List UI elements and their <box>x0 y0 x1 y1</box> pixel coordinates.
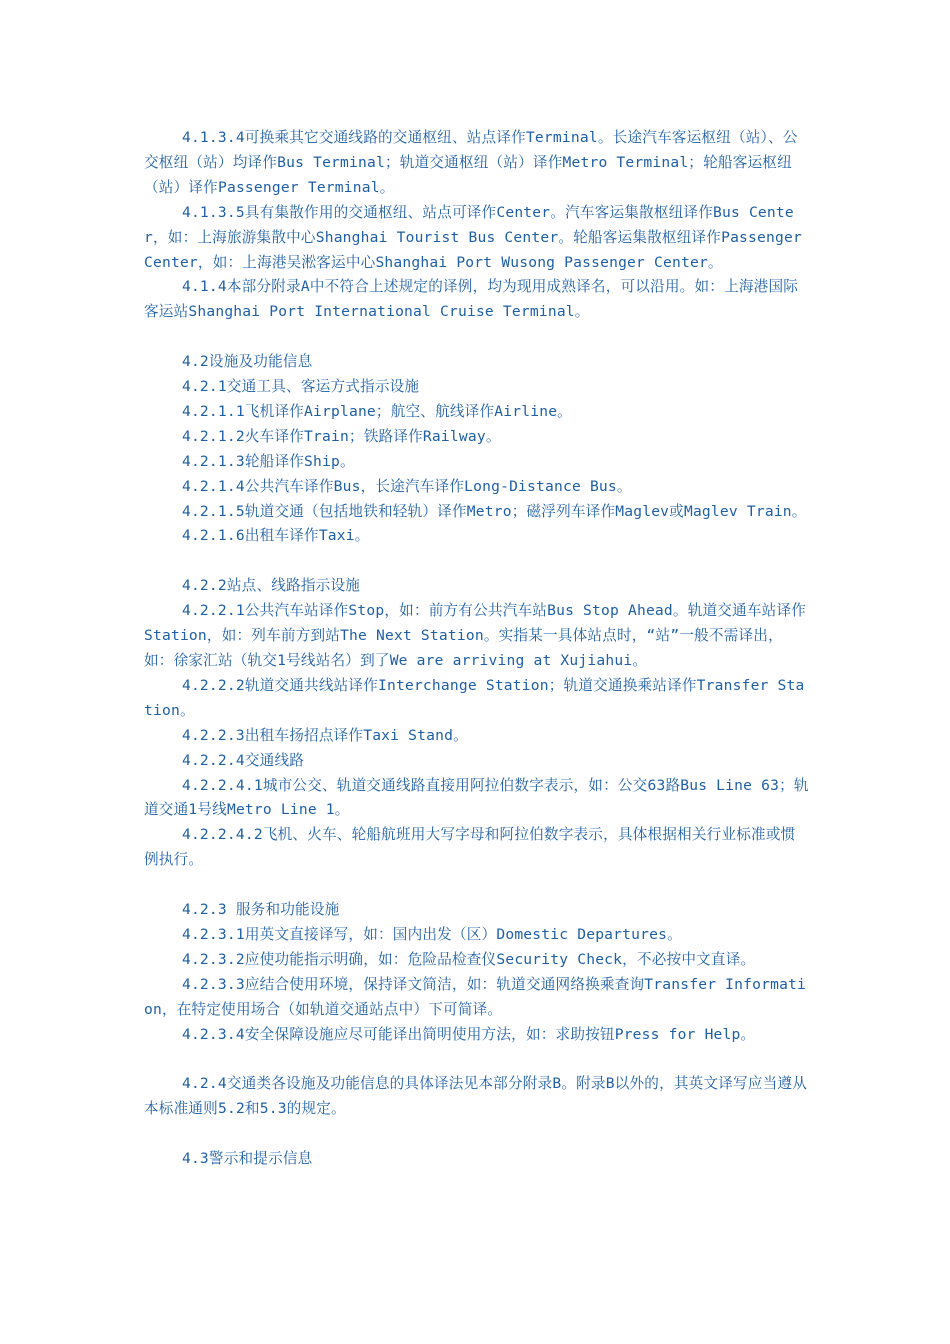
paragraph-4-2-2-2: 4.2.2.2轨道交通共线站译作Interchange Station；轨道交通换乘站译作Transfer Station。 <box>144 676 805 719</box>
paragraph-4-2-1-2: 4.2.1.2火车译作Train；铁路译作Railway。 <box>181 427 501 445</box>
heading-4-2-2: 4.2.2站点、线路指示设施 <box>181 577 361 595</box>
paragraph-spacer <box>144 1047 809 1072</box>
paragraph-4-2-1-5: 4.2.1.5轨道交通（包括地铁和轻轨）译作Metro；磁浮列车译作Maglev或Maglev Train。 <box>181 502 807 520</box>
paragraph-spacer <box>144 325 809 350</box>
document-body <box>144 126 809 1172</box>
paragraph-4-2-2-4: 4.2.2.4交通线路 <box>181 751 305 769</box>
paragraph-4-1-4: 4.1.4本部分附录A中不符合上述规定的译例，均为现用成熟译名，可以沿用。如：上海港国际客运站Shanghai Port International Cruise Terminal。 <box>144 278 799 321</box>
heading-4-2: 4.2设施及功能信息 <box>181 353 313 371</box>
paragraph-4-2-1-6: 4.2.1.6出租车译作Taxi。 <box>181 527 370 545</box>
paragraph-4-1-3-4: 4.1.3.4可换乘其它交通线路的交通枢纽、站点译作Terminal。长途汽车客运枢纽（站）、公交枢纽（站）均译作Bus Terminal；轨道交通枢纽（站）译作Metro Terminal；轮船客运枢纽（站）译作Passenger Terminal。 <box>144 129 798 196</box>
paragraph-4-2-2-1: 4.2.2.1公共汽车站译作Stop，如：前方有公共汽车站Bus Stop Ahead。轨道交通车站译作Station，如：列车前方到站The Next Station。实指某一具体站点时，“站”一般不需译出，如：徐家汇站（轨交1号线站名）到了We are arriving at Xujiahui。 <box>144 602 807 669</box>
paragraph-spacer <box>144 1122 809 1147</box>
paragraph-spacer <box>144 873 809 898</box>
paragraph-4-2-1-4: 4.2.1.4公共汽车译作Bus，长途汽车译作Long-Distance Bus。 <box>181 477 632 495</box>
paragraph-spacer <box>144 549 809 574</box>
paragraph-4-2-3-1: 4.2.3.1用英文直接译写，如：国内出发（区）Domestic Departures。 <box>181 925 682 943</box>
heading-4-2-1: 4.2.1交通工具、客运方式指示设施 <box>181 378 420 396</box>
paragraph-4-2-3-2: 4.2.3.2应使功能指示明确，如：危险品检查仪Security Check，不必按中文直译。 <box>181 950 756 968</box>
paragraph-4-2-4: 4.2.4交通类各设施及功能信息的具体译法见本部分附录B。附录B以外的，其英文译写应当遵从本标准通则5.2和5.3的规定。 <box>144 1075 808 1118</box>
paragraph-4-1-3-5: 4.1.3.5具有集散作用的交通枢纽、站点可译作Center。汽车客运集散枢纽译作Bus Center，如：上海旅游集散中心Shanghai Tourist Bus Center。轮船客运集散枢纽译作Passenger Center，如：上海港吴淞客运中心Shanghai Port Wusong Passenger Center。 <box>144 203 802 271</box>
paragraph-4-2-2-4-2: 4.2.2.4.2飞机、火车、轮船航班用大写字母和阿拉伯数字表示，具体根据相关行业标准或惯例执行。 <box>144 826 796 869</box>
paragraph-4-2-2-3: 4.2.2.3出租车扬招点译作Taxi Stand。 <box>181 726 468 744</box>
paragraph-4-2-1-1: 4.2.1.1飞机译作Airplane；航空、航线译作Airline。 <box>181 402 572 420</box>
heading-4-2-3: 4.2.3 服务和功能设施 <box>181 901 340 919</box>
paragraph-4-2-3-3: 4.2.3.3应结合使用环境，保持译文简洁，如：轨道交通网络换乘查询Transfer Information，在特定使用场合（如轨道交通站点中）下可简译。 <box>144 975 807 1018</box>
paragraph-4-2-3-4: 4.2.3.4安全保障设施应尽可能译出简明使用方法，如：求助按钮Press for Help。 <box>181 1025 756 1043</box>
paragraph-4-2-1-3: 4.2.1.3轮船译作Ship。 <box>181 452 355 470</box>
heading-4-3: 4.3警示和提示信息 <box>181 1150 313 1168</box>
paragraph-4-2-2-4-1: 4.2.2.4.1城市公交、轨道交通线路直接用阿拉伯数字表示，如：公交63路Bus Line 63；轨道交通1号线Metro Line 1。 <box>144 776 809 819</box>
